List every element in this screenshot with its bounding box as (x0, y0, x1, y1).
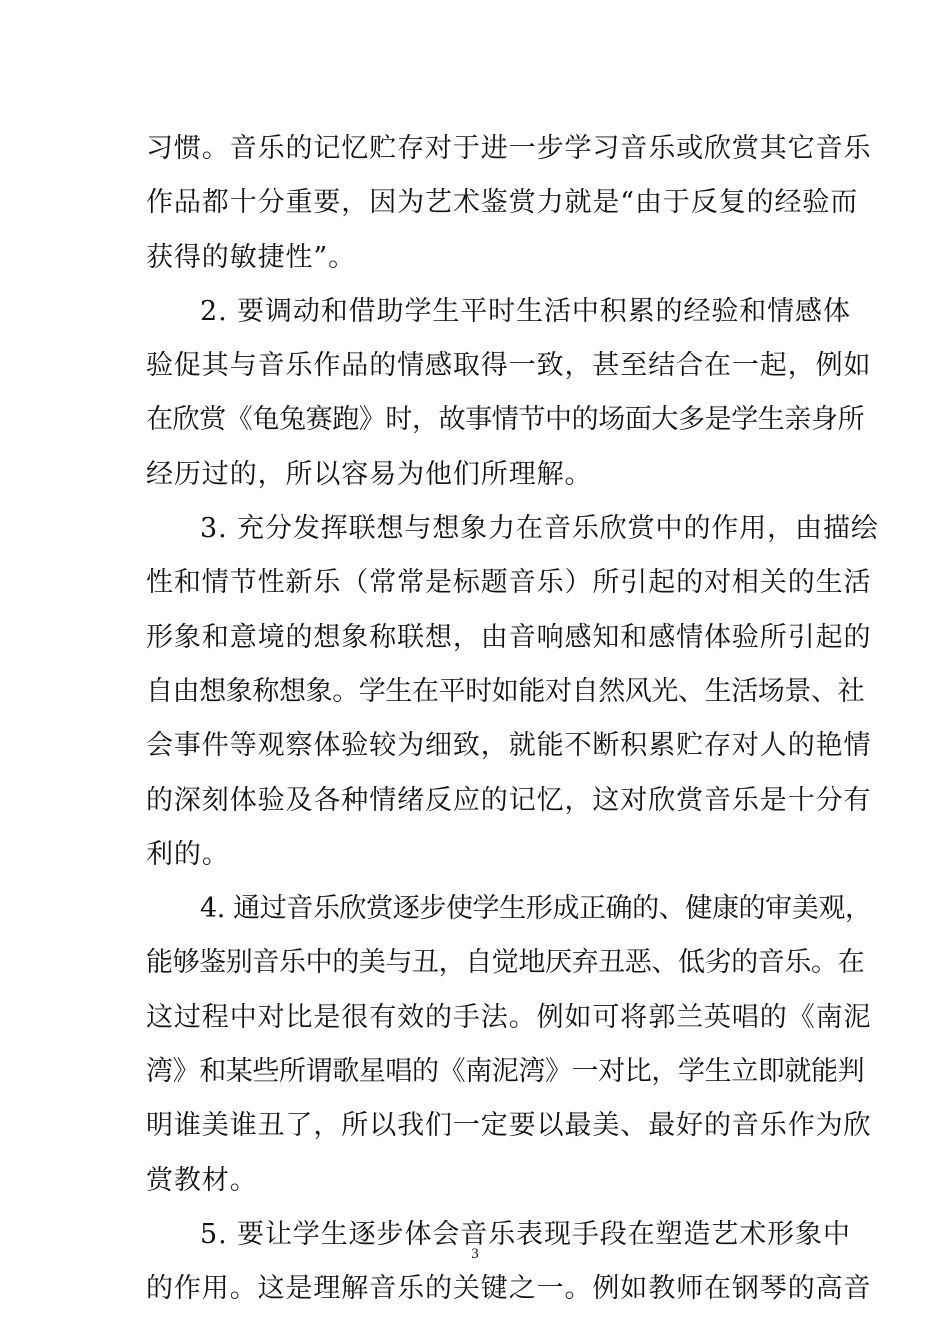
text-line: 验促其与音乐作品的情感取得一致，甚至结合在一起，例如 (146, 350, 872, 382)
text-line: 湾》和某些所谓歌星唱的《南泥湾》一对比，学生立即就能判 (146, 1056, 865, 1088)
text-line: 会事件等观察体验较为细致，就能不断积累贮存对人的艳情 (146, 730, 872, 762)
text-line: 经历过的，所以容易为他们所理解。 (146, 458, 593, 490)
text-line: 3. 充分发挥联想与想象力在音乐欣赏中的作用，由描绘 (200, 513, 879, 545)
text-line: 5. 要让学生逐步体会音乐表现手段在塑造艺术形象中 (200, 1218, 851, 1250)
text-line: 能够鉴别音乐中的美与丑，自觉地厌弃丑恶、低劣的音乐。在 (146, 947, 865, 979)
text-line: 自由想象称想象。学生在平时如能对自然风光、生活场景、社 (146, 675, 865, 707)
text-line: 4. 通过音乐欣赏逐步使学生形成正确的、健康的审美观， (200, 893, 872, 925)
text-line: 作品都十分重要，因为艺术鉴赏力就是“由于反复的经验而 (146, 187, 859, 219)
page-number: 3 (471, 1246, 479, 1262)
text-line: 获得的敏捷性”。 (146, 241, 357, 273)
text-line: 形象和意境的想象称联想，由音响感知和感情体验所引起的 (146, 621, 872, 653)
text-line: 赏教材。 (146, 1164, 258, 1196)
text-line: 习惯。音乐的记忆贮存对于进一步学习音乐或欣赏其它音乐 (146, 133, 872, 164)
text-line: 的作用。这是理解音乐的关键之一。例如教师在钢琴的高音 (146, 1273, 872, 1305)
text-line: 这过程中对比是很有效的手法。例如可将郭兰英唱的《南泥 (146, 1001, 872, 1033)
text-line: 2. 要调动和借助学生平时生活中积累的经验和情感体 (200, 295, 851, 327)
body-text (146, 122, 879, 1317)
text-line: 明谁美谁丑了，所以我们一定要以最美、最好的音乐作为欣 (146, 1110, 872, 1142)
text-line: 在欣赏《龟兔赛跑》时，故事情节中的场面大多是学生亲身所 (146, 404, 865, 436)
text-line: 的深刻体验及各种情绪反应的记忆，这对欣赏音乐是十分有 (146, 784, 872, 816)
text-line: 利的。 (146, 838, 230, 870)
text-line: 性和情节性新乐（常常是标题音乐）所引起的对相关的生活 (146, 567, 872, 599)
